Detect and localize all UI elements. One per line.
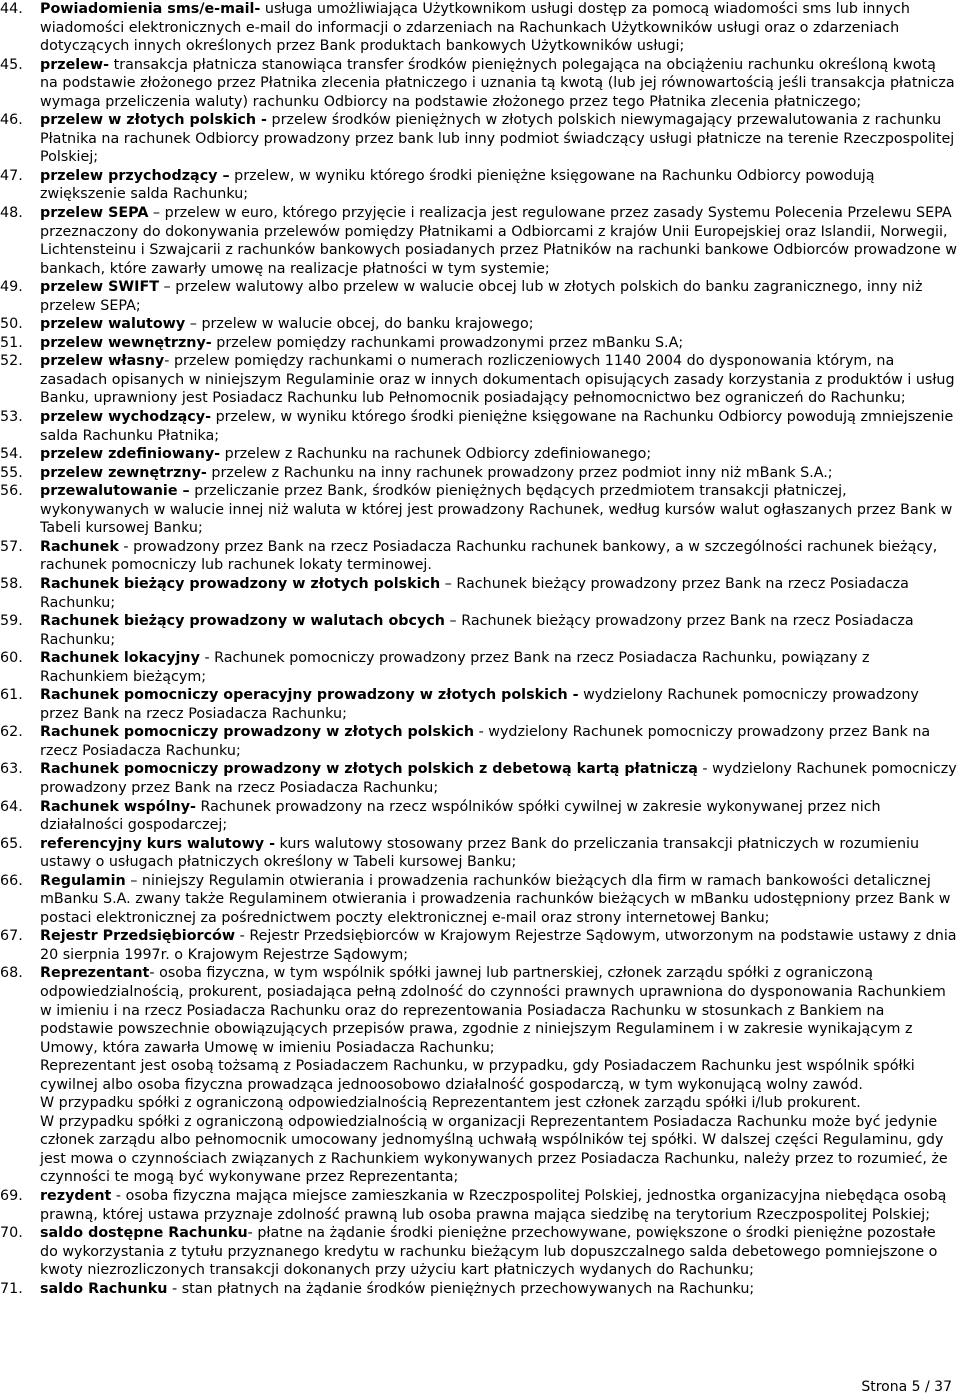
- item-content: [40, 464, 960, 483]
- definition-text: kurs walutowy stosowany przez Bank do przeliczania transakcji płatniczych w rozumieniu ustawy o usługach płatniczych określony w Tabeli kursowej Banku;: [40, 835, 920, 871]
- definition-text: przelew, w wyniku którego środki pieniężne księgowane na Rachunku Odbiorcy powodują zwiększenie salda Rachunku;: [40, 167, 875, 203]
- item-content: [40, 111, 960, 167]
- list-item: [0, 0, 960, 56]
- definition-text: usługa umożliwiająca Użytkownikom usługi dostęp za pomocą wiadomości sms lub innych wiadomości elektronicznych e-mail do informacji o zdarzeniach na Rachunkach Użytkowników usługi oraz o zdarzeniach dotyczących innych określonych przez Bank produktach bankowych Użytkowników usługi;: [40, 1, 910, 55]
- defined-term: Rejestr Przedsiębiorców: [40, 928, 236, 945]
- list-item: [0, 612, 960, 649]
- list-item: [0, 723, 960, 760]
- item-number: 59.: [0, 613, 23, 630]
- item-number: 55.: [0, 464, 23, 481]
- list-item: [0, 315, 960, 334]
- definition-text: – przelew w euro, którego przyjęcie i realizacja jest regulowane przez zasady Systemu Polecenia Przelewu SEPA przeznaczony do dokonywania przelewów pomiędzy Płatnikami a Odbiorcami z krajów Unii Europejskiej oraz Islandii, Norwegii, Lichtensteinu i Szwajcarii z rachunków bankowych posiadanych przez Płatników na rachunki bankowe Odbiorców prowadzone w bankach, które zawarły umowę na realizacje płatności w tym systemie;: [40, 205, 957, 277]
- list-item: [0, 445, 960, 464]
- definition-text: – przelew walutowy albo przelew w walucie obcej lub w złotych polskich do banku zagranicznego, inny niż przelew SEPA;: [40, 279, 923, 314]
- list-item: [0, 334, 960, 353]
- defined-term: rezydent: [40, 1188, 112, 1204]
- item-number: 60.: [0, 650, 23, 667]
- item-number: 71.: [0, 1280, 23, 1297]
- defined-term: przelew walutowy: [40, 316, 186, 333]
- definition-paragraph: Reprezentant jest osobą tożsamą z Posiadaczem Rachunku, w przypadku, gdy Posiadaczem Rachunku jest wspólnik spółki cywilnej albo osoba fizyczna prowadząca jednoosobowo działalność gospodarczą, w tym wykonującą wolny zawód.: [40, 1058, 915, 1093]
- item-number: 47.: [0, 167, 23, 184]
- item-number: 49.: [0, 279, 23, 296]
- item-content: [40, 56, 960, 112]
- item-number: 46.: [0, 112, 23, 129]
- item-number: 45.: [0, 56, 23, 73]
- list-item: [0, 1224, 960, 1280]
- page-number: Strona 5 / 37: [861, 1379, 952, 1395]
- item-number: 65.: [0, 835, 23, 852]
- item-number: 53.: [0, 409, 23, 426]
- list-item: [0, 538, 960, 575]
- definition-paragraph: W przypadku spółki z ograniczoną odpowiedzialnością Reprezentantem jest członek zarządu spółki i/lub prokurent.: [40, 1095, 861, 1112]
- item-content: [40, 612, 960, 649]
- defined-term: Rachunek wspólny-: [40, 798, 196, 815]
- defined-term: przewalutowanie –: [40, 483, 190, 500]
- definition-text: Rachunek prowadzony na rzecz wspólników spółki cywilnej w zakresie wykonywanej przez nich działalności gospodarczej;: [40, 798, 881, 834]
- item-number: 48.: [0, 205, 23, 222]
- item-number: 63.: [0, 761, 23, 778]
- list-item: [0, 482, 960, 538]
- definition-text: przelew, w wyniku którego środki pieniężne księgowane na Rachunku Odbiorcy powodują zmniejszenie salda Rachunku Płatnika;: [40, 409, 954, 444]
- list-item: [0, 760, 960, 797]
- defined-term: Rachunek lokacyjny: [40, 650, 200, 667]
- item-number: 56.: [0, 483, 23, 500]
- item-content: [40, 798, 960, 835]
- definition-text: - płatne na żądanie środki pieniężne przechowywane, powiększone o środki pieniężne pozostałe do wykorzystania z tytułu przyznanego kredytu w rachunku bieżącym lub dopuszczalnego salda debetowego pomniejszone o kwoty niezrozliczonych transakcji dokonanych przy użyciu kart płatniczych wydanych do Rachunku;: [40, 1225, 938, 1279]
- list-item: [0, 927, 960, 964]
- definition-text: wydzielony Rachunek pomocniczy prowadzony przez Bank na rzecz Posiadacza Rachunku;: [40, 687, 919, 722]
- defined-term: Rachunek bieżący prowadzony w złotych polskich: [40, 575, 441, 592]
- list-item: [0, 872, 960, 928]
- list-item: [0, 352, 960, 408]
- definition-text: - wydzielony Rachunek pomocniczy prowadzony przez Bank na rzecz Posiadacza Rachunku;: [40, 761, 957, 796]
- item-number: 52.: [0, 353, 23, 370]
- defined-term: Rachunek pomocniczy prowadzony w złotych polskich: [40, 724, 475, 741]
- item-content: [40, 408, 960, 445]
- defined-term: referencyjny kurs walutowy -: [40, 835, 276, 852]
- definition-text: przelew z Rachunku na inny rachunek prowadzony przez podmiot inny niż mBank S.A.;: [206, 464, 833, 481]
- item-number: 44.: [0, 1, 23, 17]
- defined-term: przelew-: [40, 56, 110, 73]
- list-item: [0, 835, 960, 872]
- definition-text: - przelew pomiędzy rachunkami o numerach rozliczeniowych 1140 2004 do dysponowania którym, na zasadach opisanych w niniejszym Regulaminie oraz w innych dokumentach opisujących zasady korzystania z produktów i usług Banku, uprawniony jest Posiadacz Rachunku lub Pełnomocnik posiadający pełnomocnictwo bez ograniczeń do Rachunku;: [40, 353, 955, 407]
- item-number: 69.: [0, 1188, 23, 1204]
- item-number: 54.: [0, 446, 23, 463]
- list-item: [0, 278, 960, 315]
- definition-text: transakcja płatnicza stanowiąca transfer środków pieniężnych polegająca na obciążeniu rachunku określoną kwotą na podstawie złożonego przez Płatnika zlecenia płatniczego i uznania tą kwotą (lub jej równowartością jeśli transakcja płatnicza wymaga przeliczenia waluty) rachunku Odbiorcy na podstawie złożonego przez tego Płatnika zlecenia płatniczego;: [40, 56, 955, 110]
- item-content: [40, 1280, 960, 1299]
- defined-term: Rachunek bieżący prowadzony w walutach obcych: [40, 613, 445, 630]
- definition-text: przelew środków pieniężnych w złotych polskich niewymagający przewalutowania z rachunku Płatnika na rachunek Odbiorcy prowadzony przez bank lub inny podmiot świadczący usługi płatnicze na terenie Rzeczpospolitej Polskiej;: [40, 112, 955, 166]
- definition-text: - osoba fizyczna, w tym wspólnik spółki jawnej lub partnerskiej, członek zarządu spółki z ograniczoną odpowiedzialnością, prokurent, posiadająca pełną zdolność do czynności prawnych uprawniona do dysponowania Rachunkiem w imieniu i na rzecz Posiadacza Rachunku oraz do reprezentowania Posiadacza Rachunku w stosunkach z Bankiem na podstawie powszechnie obowiązujących przepisów prawa, zgodnie z niniejszym Regulaminem i w zakresie wynikającym z Umowy, która zawarła Umowę w imieniu Posiadacza Rachunku;: [40, 965, 946, 1056]
- item-content: [40, 1224, 960, 1280]
- item-content: [40, 686, 960, 723]
- defined-term: Reprezentant: [40, 965, 150, 982]
- item-content: [40, 538, 960, 575]
- item-number: 62.: [0, 724, 23, 741]
- item-content: [40, 964, 960, 1187]
- item-number: 66.: [0, 872, 23, 889]
- definition-text: - Rachunek pomocniczy prowadzony przez Bank na rzecz Posiadacza Rachunku, powiązany z Rachunkiem bieżącym;: [40, 650, 870, 685]
- list-item: [0, 1280, 960, 1299]
- list-item: [0, 464, 960, 483]
- item-number: 61.: [0, 687, 23, 704]
- item-number: 51.: [0, 334, 23, 351]
- item-content: [40, 482, 960, 538]
- list-item: [0, 686, 960, 723]
- defined-term: Regulamin: [40, 872, 126, 889]
- item-number: 67.: [0, 928, 23, 945]
- item-number: 68.: [0, 965, 23, 982]
- list-item: [0, 798, 960, 835]
- definition-text: – Rachunek bieżący prowadzony przez Bank na rzecz Posiadacza Rachunku;: [40, 613, 914, 648]
- defined-term: przelew w złotych polskich -: [40, 112, 267, 129]
- list-item: [0, 111, 960, 167]
- defined-term: przelew zdefiniowany-: [40, 446, 221, 463]
- item-content: [40, 352, 960, 408]
- item-content: [40, 0, 960, 56]
- item-number: 70.: [0, 1225, 23, 1242]
- item-content: [40, 649, 960, 686]
- definition-text: przelew pomiędzy rachunkami prowadzonymi przez mBanku S.A;: [211, 334, 684, 351]
- definition-text: przelew z Rachunku na rachunek Odbiorcy zdefiniowanego;: [220, 446, 652, 463]
- defined-term: przelew zewnętrzny-: [40, 464, 207, 481]
- definition-text: - Rejestr Przedsiębiorców w Krajowym Rejestrze Sądowym, utworzonym na podstawie ustawy z dnia 20 sierpnia 1997r. o Krajowym Rejestrze Sądowym;: [40, 928, 957, 963]
- item-number: 50.: [0, 316, 23, 333]
- item-content: [40, 927, 960, 964]
- list-item: [0, 408, 960, 445]
- item-content: [40, 1187, 960, 1224]
- list-item: [0, 1187, 960, 1224]
- item-content: [40, 872, 960, 928]
- defined-term: Rachunek: [40, 538, 119, 555]
- definition-text: – przelew w walucie obcej, do banku krajowego;: [185, 316, 534, 333]
- defined-term: przelew przychodzący –: [40, 167, 230, 184]
- item-content: [40, 835, 960, 872]
- item-content: [40, 334, 960, 353]
- list-item: [0, 575, 960, 612]
- item-number: 58.: [0, 575, 23, 592]
- defined-term: przelew SWIFT: [40, 279, 159, 296]
- item-content: [40, 575, 960, 612]
- definition-text: - osoba fizyczna mająca miejsce zamieszkania w Rzeczpospolitej Polskiej, jednostka organizacyjna niebędąca osobą prawną, której ustawa przyznaje zdolność prawną lub osoba prawna mająca siedzibę na terytorium Rzeczpospolitej Polskiej;: [40, 1188, 947, 1223]
- item-content: [40, 167, 960, 204]
- item-content: [40, 445, 960, 464]
- definition-text: przeliczanie przez Bank, środków pieniężnych będących przedmiotem transakcji płatniczej, wykonywanych w walucie innej niż waluta w której jest prowadzony Rachunek, według kursów walut ogłaszanych przez Bank w Tabeli kursowej Banku;: [40, 483, 953, 537]
- defined-term: Rachunek pomocniczy prowadzony w złotych polskich z debetową kartą płatniczą: [40, 761, 698, 778]
- defined-term: saldo dostępne Rachunku: [40, 1225, 248, 1242]
- item-content: [40, 760, 960, 797]
- definition-text: - prowadzony przez Bank na rzecz Posiadacza Rachunku rachunek bankowy, a w szczególności rachunek bieżący, rachunek pomocniczy lub rachunek lokaty terminowej.: [40, 538, 938, 574]
- defined-term: Powiadomienia sms/e-mail-: [40, 1, 261, 17]
- defined-term: przelew wychodzący-: [40, 409, 212, 426]
- item-content: [40, 204, 960, 278]
- defined-term: Rachunek pomocniczy operacyjny prowadzony w złotych polskich -: [40, 687, 579, 704]
- item-content: [40, 315, 960, 334]
- definition-text: – Rachunek bieżący prowadzony przez Bank na rzecz Posiadacza Rachunku;: [40, 575, 909, 611]
- list-item: [0, 649, 960, 686]
- definition-text: – niniejszy Regulamin otwierania i prowadzenia rachunków bieżących dla firm w ramach bankowości detalicznej mBanku S.A. zwany także Regulaminem otwierania i prowadzenia rachunków bieżących w mBanku udostępniony przez Bank w postaci elektronicznej za pośrednictwem poczty elektronicznej e-mail oraz strony internetowej Banku;: [40, 872, 951, 926]
- item-content: [40, 278, 960, 315]
- list-item: [0, 964, 960, 1187]
- list-item: [0, 204, 960, 278]
- list-item: [0, 167, 960, 204]
- definition-text: - wydzielony Rachunek pomocniczy prowadzony przez Bank na rzecz Posiadacza Rachunku;: [40, 724, 931, 759]
- definition-text: - stan płatnych na żądanie środków pieniężnych przechowywanych na Rachunku;: [167, 1280, 755, 1297]
- definition-paragraph: W przypadku spółki z ograniczoną odpowiedzialnością w organizacji Reprezentantem Posiadacza Rachunku może być jedynie członek zarządu albo pełnomocnik umocowany jednomyślną uchwałą wspólników tej spółki. W dalszej części Regulaminu, gdy jest mowa o czynnościach związanych z Rachunkiem wykonywanych przez Posiadacza Rachunku, należy przez to rozumieć, że czynności te mogą być wykonywane przez Reprezentanta;: [40, 1113, 948, 1186]
- defined-term: przelew SEPA: [40, 205, 149, 222]
- item-number: 57.: [0, 538, 23, 555]
- defined-term: saldo Rachunku: [40, 1280, 168, 1297]
- defined-term: przelew własny: [40, 353, 165, 370]
- list-item: [0, 56, 960, 112]
- defined-term: przelew wewnętrzny-: [40, 334, 212, 351]
- item-content: [40, 723, 960, 760]
- item-number: 64.: [0, 798, 23, 815]
